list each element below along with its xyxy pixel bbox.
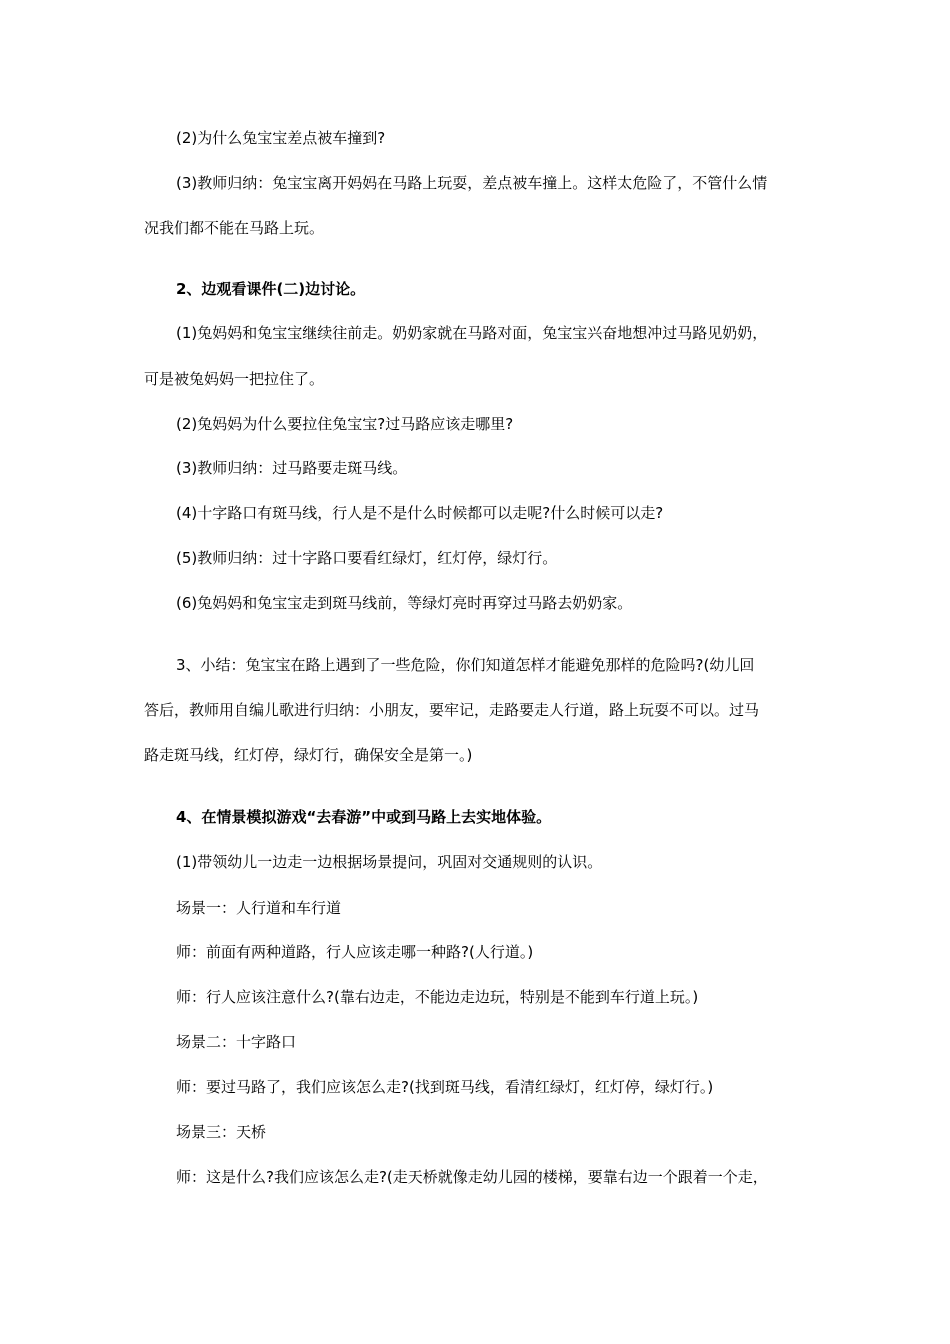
paragraph-line: (4)十字路口有斑马线，行人是不是什么时候都可以走呢?什么时候可以走? bbox=[176, 504, 664, 522]
section-heading: 2、边观看课件(二)边讨论。 bbox=[176, 280, 366, 298]
paragraph-line: (2)为什么兔宝宝差点被车撞到? bbox=[176, 129, 386, 147]
paragraph-line: 3、小结：兔宝宝在路上遇到了一些危险，你们知道怎样才能避免那样的危险吗?(幼儿回 bbox=[176, 656, 755, 674]
paragraph-line: (3)教师归纳：过马路要走斑马线。 bbox=[176, 459, 408, 477]
paragraph-line: 可是被兔妈妈一把拉住了。 bbox=[144, 370, 325, 388]
paragraph-line: 路走斑马线，红灯停，绿灯行，确保安全是第一。) bbox=[144, 746, 473, 764]
paragraph-line: 场景二：十字路口 bbox=[176, 1033, 297, 1051]
section-heading: 4、在情景模拟游戏“去春游”中或到马路上去实地体验。 bbox=[176, 808, 552, 826]
paragraph-line: (2)兔妈妈为什么要拉住兔宝宝?过马路应该走哪里? bbox=[176, 415, 514, 433]
paragraph-line: 师：这是什么?我们应该怎么走?(走天桥就像走幼儿园的楼梯，要靠右边一个跟着一个走， bbox=[176, 1168, 768, 1186]
paragraph-line: 场景三：天桥 bbox=[176, 1123, 267, 1141]
paragraph-line: 答后，教师用自编儿歌进行归纳：小朋友，要牢记，走路要走人行道，路上玩耍不可以。过马 bbox=[144, 701, 760, 719]
paragraph-line: 师：前面有两种道路，行人应该走哪一种路?(人行道。) bbox=[176, 943, 534, 961]
paragraph-line: (1)带领幼儿一边走一边根据场景提问，巩固对交通规则的认识。 bbox=[176, 853, 603, 871]
paragraph-line: 场景一：人行道和车行道 bbox=[176, 899, 342, 917]
paragraph-line: 况我们都不能在马路上玩。 bbox=[144, 219, 325, 237]
paragraph-line: 师：要过马路了，我们应该怎么走?(找到斑马线，看清红绿灯，红灯停，绿灯行。) bbox=[176, 1078, 714, 1096]
paragraph-line: (1)兔妈妈和兔宝宝继续往前走。奶奶家就在马路对面，兔宝宝兴奋地想冲过马路见奶奶， bbox=[176, 324, 768, 342]
paragraph-line: (3)教师归纳：兔宝宝离开妈妈在马路上玩耍，差点被车撞上。这样太危险了，不管什么情 bbox=[176, 174, 768, 192]
paragraph-line: 师：行人应该注意什么?(靠右边走，不能边走边玩，特别是不能到车行道上玩。) bbox=[176, 988, 699, 1006]
paragraph-line: (6)兔妈妈和兔宝宝走到斑马线前，等绿灯亮时再穿过马路去奶奶家。 bbox=[176, 594, 633, 612]
paragraph-line: (5)教师归纳：过十字路口要看红绿灯，红灯停，绿灯行。 bbox=[176, 549, 558, 567]
